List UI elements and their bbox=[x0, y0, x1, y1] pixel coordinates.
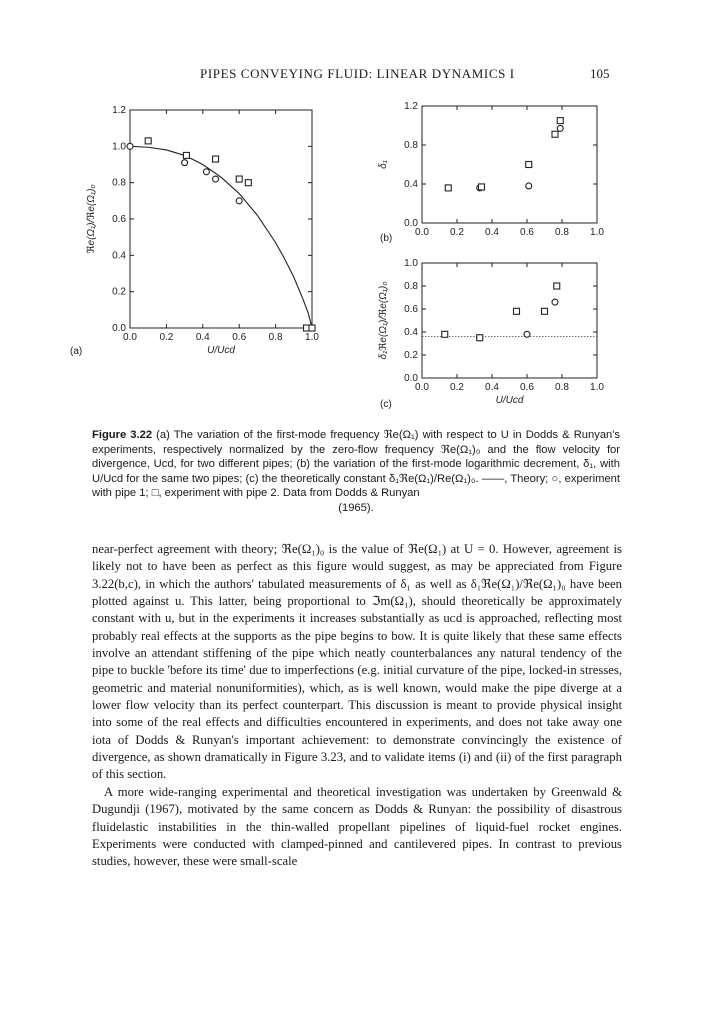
x-tick-label: 0.4 bbox=[485, 227, 499, 238]
x-tick-label: 0.6 bbox=[520, 227, 534, 238]
y-tick-label: 0.4 bbox=[404, 179, 418, 190]
y-tick-label: 0.6 bbox=[112, 214, 126, 225]
pipe2-point bbox=[236, 176, 242, 182]
figure-panel-a bbox=[60, 100, 330, 360]
caption-label: Figure 3.22 bbox=[92, 429, 153, 441]
caption-line: (a) The variation of the first-mode frequency ℜe(Ω₁) with respect to U in Dodds & bbox=[156, 429, 570, 441]
y-axis-label: δ₁ bbox=[378, 160, 389, 169]
figure-panel-b bbox=[360, 100, 620, 250]
y-tick-label: 1.0 bbox=[404, 258, 418, 269]
pipe2-point bbox=[554, 283, 560, 289]
pipe2-point bbox=[145, 138, 151, 144]
x-axis-label: U/Uᴄd bbox=[207, 345, 235, 356]
pipe2-point bbox=[309, 325, 315, 331]
pipe2-point bbox=[526, 162, 532, 168]
pipe1-point bbox=[526, 183, 532, 189]
pipe1-point bbox=[203, 169, 209, 175]
panel-label-b: (b) bbox=[380, 233, 393, 244]
pipe2-point bbox=[514, 308, 520, 314]
y-tick-label: 0.0 bbox=[404, 373, 418, 384]
pipe2-point bbox=[445, 185, 451, 191]
y-tick-label: 0.2 bbox=[112, 286, 126, 298]
x-tick-label: 1.0 bbox=[590, 227, 604, 238]
pipe1-point bbox=[524, 331, 530, 337]
pipe1-point bbox=[182, 160, 188, 166]
y-tick-label: 0.8 bbox=[404, 281, 418, 292]
y-tick-label: 0.4 bbox=[112, 250, 126, 262]
page-number: 105 bbox=[590, 66, 610, 81]
pipe2-point bbox=[442, 331, 448, 337]
pipe2-point bbox=[245, 180, 251, 186]
pipe2-point bbox=[479, 184, 485, 190]
y-axis-label: ℜe(Ω₁)/ℜe(Ω₁)₀ bbox=[86, 184, 97, 254]
x-tick-label: 0.8 bbox=[268, 332, 283, 343]
caption-line: ——, Theory; ○, experiment with pipe 1; □, experiment with pipe 2. Data from Dodds & Runyan bbox=[92, 472, 620, 500]
pipe2-point bbox=[552, 131, 558, 137]
panel-label-a: (a) bbox=[70, 346, 83, 357]
plot-frame bbox=[130, 110, 312, 328]
page-header bbox=[0, 66, 718, 86]
pipe1-point bbox=[213, 176, 219, 182]
pipe2-point bbox=[477, 335, 483, 341]
pipe1-point bbox=[127, 143, 133, 149]
x-tick-label: 0.0 bbox=[415, 227, 429, 238]
y-tick-label: 0.0 bbox=[112, 323, 126, 334]
panel-label-c: (c) bbox=[380, 399, 392, 410]
x-tick-label: 0.8 bbox=[555, 227, 569, 238]
figure-caption bbox=[92, 428, 620, 516]
x-tick-label: 0.4 bbox=[195, 332, 210, 343]
pipe1-point bbox=[557, 125, 563, 131]
pipe2-point bbox=[542, 308, 548, 314]
y-tick-label: 0.2 bbox=[404, 350, 418, 361]
plot-frame bbox=[422, 106, 597, 223]
y-axis-label: δ₁ℜe(Ω₁)/ℜe(Ω₁)₀ bbox=[378, 281, 389, 360]
y-tick-label: 0.4 bbox=[404, 327, 418, 338]
x-tick-label: 0.0 bbox=[123, 332, 137, 343]
pipe1-point bbox=[236, 198, 242, 204]
pipe2-point bbox=[183, 152, 189, 158]
y-tick-label: 1.2 bbox=[404, 101, 418, 112]
theory-curve bbox=[130, 146, 312, 328]
plot-frame bbox=[422, 263, 597, 378]
pipe2-point bbox=[557, 118, 563, 124]
x-tick-label: 0.4 bbox=[485, 382, 499, 393]
y-tick-label: 0.6 bbox=[404, 304, 418, 315]
body-text bbox=[92, 541, 622, 871]
x-tick-label: 1.0 bbox=[590, 382, 604, 393]
x-tick-label: 0.6 bbox=[232, 332, 247, 343]
running-title: PIPES CONVEYING FLUID: LINEAR DYNAMICS I bbox=[200, 66, 515, 81]
figure-panel-c bbox=[360, 255, 620, 415]
caption-line: decrement, δ₁, with U/Uᴄd for the same two pipes; (c) the theoretically constant δ₁ℜe(Ω₁)/Re(Ω₁)₀. bbox=[92, 458, 621, 485]
y-tick-label: 0.8 bbox=[112, 177, 126, 189]
x-tick-label: 1.0 bbox=[305, 332, 319, 343]
x-tick-label: 0.2 bbox=[450, 382, 464, 393]
x-tick-label: 0.2 bbox=[159, 332, 174, 343]
caption-line: velocity for divergence, Uᴄd, for two different pipes; (b) the variation of the first-mode logarithmic bbox=[92, 443, 621, 471]
y-tick-label: 0.8 bbox=[404, 140, 418, 151]
pipe1-point bbox=[552, 299, 558, 305]
paragraph: A more wide-ranging experimental and theoretical investigation was undertaken by Greenwald & Dugundji (1967), motivated by the same concern as Dodds & Runyan: the possibility of disastrous fluidelastic instabilities in the thin-walled propellant pipelines of liquid-fuel rocket engines. Experiments were conducted with clamped-pinned and cantilevered pipes. In contrast to previous studies, however, these were small-scale bbox=[92, 784, 622, 869]
x-axis-label: U/Uᴄd bbox=[495, 395, 524, 406]
x-tick-label: 0.0 bbox=[415, 382, 429, 393]
x-tick-label: 0.2 bbox=[450, 227, 464, 238]
y-tick-label: 1.2 bbox=[112, 105, 126, 116]
paragraph: near-perfect agreement with theory; ℜe(Ω₁)₀ is the value of ℜe(Ω₁) at U = 0. However, agreement is likely not to have been as perfect as this figure would suggest, as may be appreciated from Figure 3.22(b,c), in which the authors' tabulated measurements of δ₁ as well as δ₁ℜe(Ω₁)/ℜe(Ω₁)₀ have been plotted against u. This latter, being proportional to ℑm(Ω₁), should theoretically be approximately constant with u, but in the experiments it increases substantially as uᴄd is approached, reflecting most probably real effects at the supports as the pipe begins to bow. It is quite likely that these same effects involve an attendant stiffening of the pipe which neatly counterbalances any natural tendency of the pipe to buckle 'before its time' due to imperfections (e.g. initial curvature of the pipe, locked-in stresses, geometric and material nonuniformities), which, as is well known, would make the pipe diverge at a lower flow velocity than its perfect counterpart. This discussion is meant to provide physical insight into some of the real effects and difficulties encountered in experiments, and does not take away one iota of Dodds & Runyan's important achievement: to demonstrate convincingly the existence of divergence, as shown dramatically in Figure 3.23, and to validate items (i) and (ii) of the first paragraph of this section. bbox=[92, 542, 622, 782]
y-tick-label: 1.0 bbox=[112, 141, 126, 153]
x-tick-label: 0.6 bbox=[520, 382, 534, 393]
x-tick-label: 0.8 bbox=[555, 382, 569, 393]
caption-line: Runyan's experiments, respectively normalized by the zero-flow frequency ℜe(Ω₁)₀ and the flow bbox=[92, 429, 621, 456]
pipe2-point bbox=[213, 156, 219, 162]
y-tick-label: 0.0 bbox=[404, 218, 418, 229]
caption-line: (1965). bbox=[338, 501, 374, 514]
